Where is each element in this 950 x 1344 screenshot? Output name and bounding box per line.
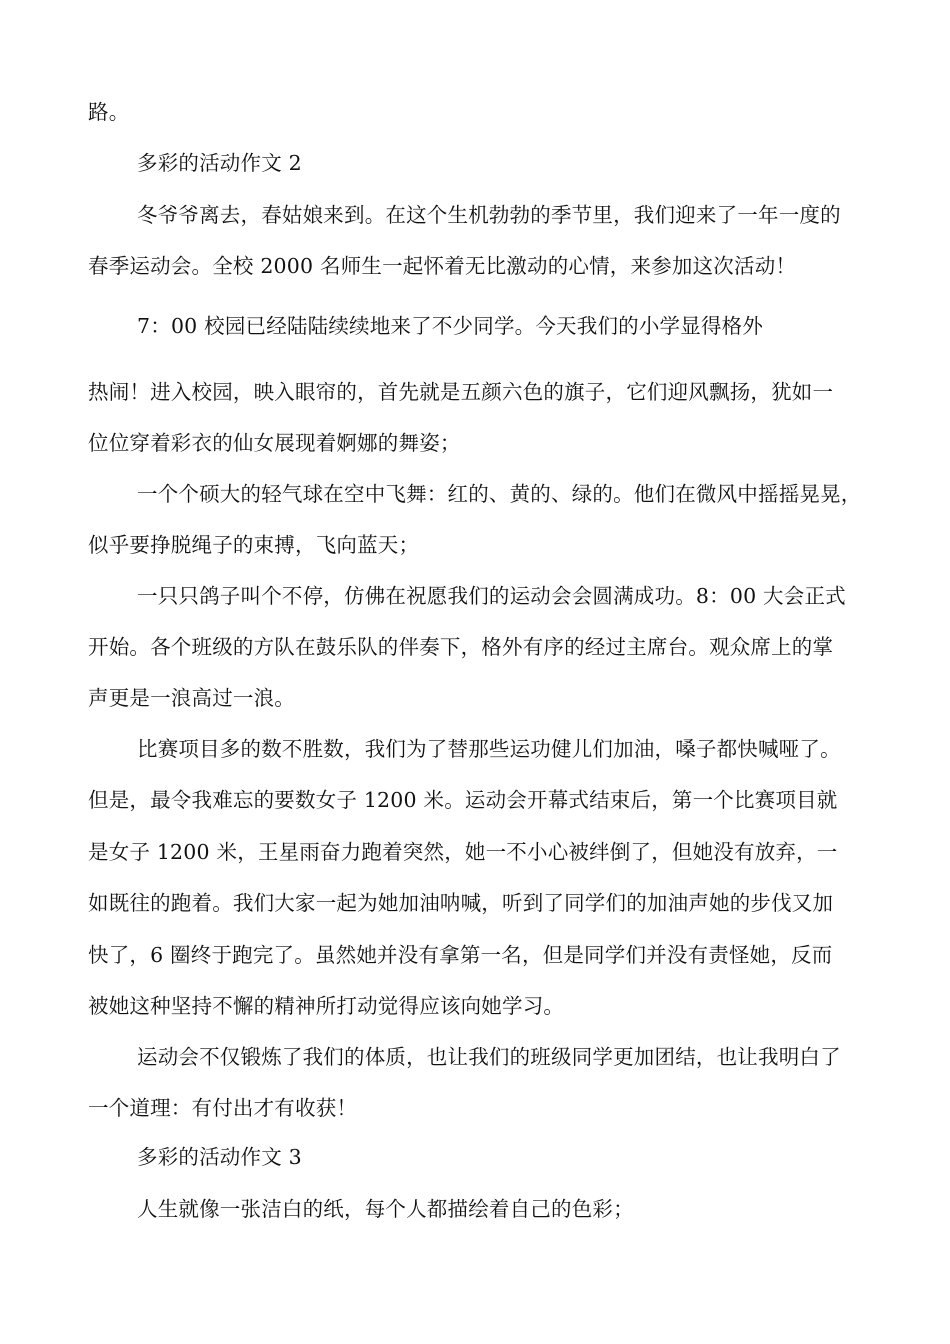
paragraph-line: 但是，最令我难忘的要数女子 1200 米。运动会开幕式结束后，第一个比赛项目就 [88,788,838,812]
paragraph-line: 被她这种坚持不懈的精神所打动觉得应该向她学习。 [88,994,565,1018]
paragraph-line: 7：00 校园已经陆陆续续地来了不少同学。今天我们的小学显得格外 [137,314,764,338]
paragraph-line: 春季运动会。全校 2000 名师生一起怀着无比激动的心情，来参加这次活动！ [88,254,797,278]
text-line-continuation: 路。 [88,100,130,124]
paragraph-line: 开始。各个班级的方队在鼓乐队的伴奏下，格外有序的经过主席台。观众席上的掌 [88,635,834,659]
section-heading-2: 多彩的活动作文 2 [137,151,302,175]
paragraph-line: 比赛项目多的数不胜数，我们为了替那些运功健儿们加油，嗓子都快喊哑了。 [137,737,841,761]
paragraph-line: 如既往的跑着。我们大家一起为她加油呐喊，听到了同学们的加油声她的步伐又加 [88,891,834,915]
paragraph-line: 热闹！进入校园，映入眼帘的，首先就是五颜六色的旗子，它们迎风飘扬，犹如一 [88,380,834,404]
paragraph-line: 人生就像一张洁白的纸，每个人都描绘着自己的色彩； [137,1197,634,1221]
paragraph-line: 位位穿着彩衣的仙女展现着婀娜的舞姿； [88,431,461,455]
paragraph-line: 快了，6 圈终于跑完了。虽然她并没有拿第一名，但是同学们并没有责怪她，反而 [88,943,833,967]
section-heading-3: 多彩的活动作文 3 [137,1145,302,1169]
paragraph-line: 一只只鸽子叫个不停，仿佛在祝愿我们的运动会会圆满成功。8：00 大会正式 [137,584,846,608]
paragraph-line: 声更是一浪高过一浪。 [88,686,295,710]
paragraph-line: 是女子 1200 米，王星雨奋力跑着突然，她一不小心被绊倒了，但她没有放弃，一 [88,840,838,864]
paragraph-line: 冬爷爷离去，春姑娘来到。在这个生机勃勃的季节里，我们迎来了一年一度的 [137,203,841,227]
paragraph-line: 一个道理：有付出才有收获！ [88,1096,358,1120]
paragraph-line: 一个个硕大的轻气球在空中飞舞：红的、黄的、绿的。他们在微风中摇摇晃晃， [137,482,862,506]
paragraph-line: 似乎要挣脱绳子的束搏，飞向蓝天； [88,533,420,557]
paragraph-line: 运动会不仅锻炼了我们的体质，也让我们的班级同学更加团结，也让我明白了 [137,1045,841,1069]
